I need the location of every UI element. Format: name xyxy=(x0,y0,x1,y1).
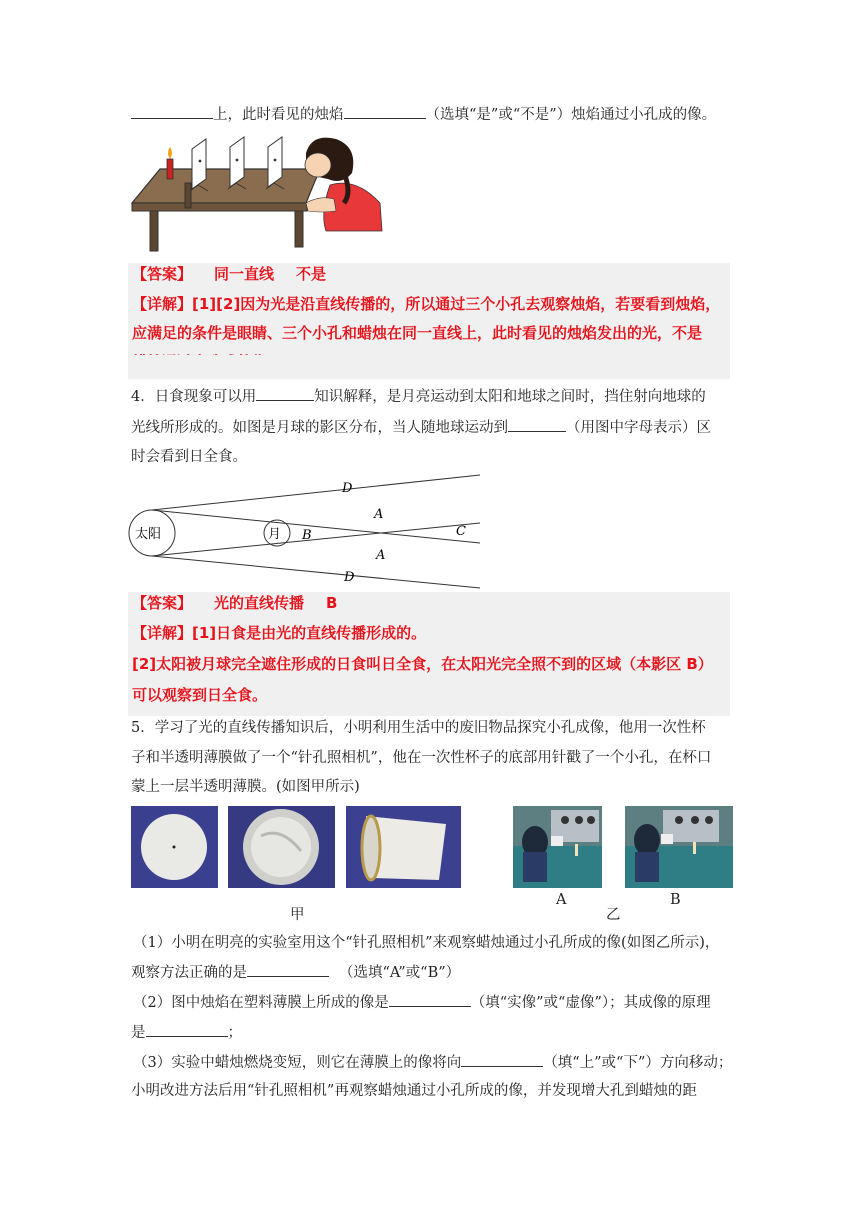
figure-label-a: A xyxy=(556,892,567,908)
blank[interactable] xyxy=(508,417,566,432)
answer-block-tail xyxy=(128,355,730,379)
region-label: C xyxy=(456,524,466,539)
blank[interactable] xyxy=(247,962,329,977)
q5-line: 蒙上一层半透明薄膜。(如图甲所示) xyxy=(131,779,360,795)
answer-label: 【答案】 xyxy=(132,265,193,283)
text: （选填“A”或“B”） xyxy=(339,965,461,981)
answer-value: 光的直线传播 xyxy=(214,594,305,612)
text: （3）实验中蜡烛燃烧变短，则它在薄膜上的像将向 xyxy=(133,1055,462,1071)
answer-line xyxy=(132,263,326,285)
blank[interactable] xyxy=(389,992,471,1007)
q5-sub-line: 小明改进方法后用“针孔照相机”再观察蜡烛通过小孔所成的像，并发现增大孔到蜡烛的距 xyxy=(131,1083,697,1099)
answer-block xyxy=(128,592,730,716)
figure-caption-jia: 甲 xyxy=(290,907,305,923)
detail-line: [2]太阳被月球完全遮住形成的日食叫日全食，在太阳光完全照不到的区域（本影区 B） xyxy=(132,655,713,673)
detail-line: 【详解】[1]日食是由光的直线传播形成的。 xyxy=(132,624,427,642)
blank[interactable] xyxy=(256,386,314,401)
blank[interactable] xyxy=(146,1022,228,1037)
text: 观察方法正确的是 xyxy=(131,965,247,981)
q4-line xyxy=(131,417,711,438)
region-label: D xyxy=(344,570,355,585)
q5-sub-line xyxy=(133,992,711,1013)
q5-sub-line xyxy=(131,962,460,983)
q5-line: 5．学习了光的直线传播知识后，小明利用生活中的废旧物品探究小孔成像，他用一次性杯 xyxy=(131,720,706,736)
q5-sub-line: （1）小明在明亮的实验室用这个“针孔照相机”来观察蜡烛通过小孔所成的像(如图乙所示)， xyxy=(133,935,720,951)
text: （填“上”或“下”）方向移动； xyxy=(543,1055,733,1071)
text: 光线所形成的。如图是月球的影区分布，当人随地球运动到 xyxy=(131,420,508,436)
q5-sub-line xyxy=(131,1022,242,1043)
eclipse-shadow-diagram xyxy=(128,472,488,590)
figure-jia-photos xyxy=(131,806,461,888)
figure-label-b: B xyxy=(670,892,681,908)
text: 是 xyxy=(131,1025,146,1041)
figure-yi-photos xyxy=(513,806,733,888)
pinhole-table-illustration xyxy=(130,133,386,254)
detail-line: 应满足的条件是眼睛、三个小孔和蜡烛在同一直线上，此时看见的烛焰发出的光，不是 xyxy=(132,324,703,342)
answer-label: 【答案】 xyxy=(132,594,193,612)
text: 4．日食现象可以用 xyxy=(131,389,257,405)
text: （选填“是”或“不是”）烛焰通过小孔成的像。 xyxy=(425,107,717,123)
q3-fill-line xyxy=(131,104,716,125)
answer-value: 不是 xyxy=(296,265,327,283)
detail-line: 【详解】[1][2]因为光是沿直线传播的，所以通过三个小孔去观察烛焰，若要看到烛焰， xyxy=(132,295,721,313)
q4-line xyxy=(131,386,706,407)
blank[interactable] xyxy=(344,104,426,119)
text: ； xyxy=(227,1025,242,1041)
answer-block xyxy=(128,263,730,355)
figure-caption-yi: 乙 xyxy=(606,907,621,923)
text: （填“实像”或“虚像”）；其成像的原理 xyxy=(470,995,711,1011)
detail-line: 可以观察到日全食。 xyxy=(132,686,268,704)
moon-label: 月 xyxy=(268,527,282,542)
answer-line xyxy=(132,592,337,614)
blank[interactable] xyxy=(131,104,213,119)
region-label: A xyxy=(374,507,384,522)
answer-value: 同一直线 xyxy=(214,265,275,283)
q4-line: 时会看到日全食。 xyxy=(131,449,247,465)
q5-sub-line xyxy=(133,1052,732,1073)
text: （用图中字母表示）区 xyxy=(566,420,711,436)
region-label: B xyxy=(302,528,312,543)
region-label: A xyxy=(376,548,386,563)
text: 上，此时看见的烛焰 xyxy=(213,107,344,123)
region-label: D xyxy=(342,481,353,496)
q5-line: 子和半透明薄膜做了一个“针孔照相机”，他在一次性杯子的底部用针戳了一个小孔，在杯口 xyxy=(131,750,712,766)
text: （2）图中烛焰在塑料薄膜上所成的像是 xyxy=(133,995,389,1011)
answer-value: B xyxy=(326,594,338,612)
sun-label: 太阳 xyxy=(135,527,162,542)
text: 知识解释，是月亮运动到太阳和地球之间时，挡住射向地球的 xyxy=(314,389,706,405)
blank[interactable] xyxy=(461,1052,543,1067)
